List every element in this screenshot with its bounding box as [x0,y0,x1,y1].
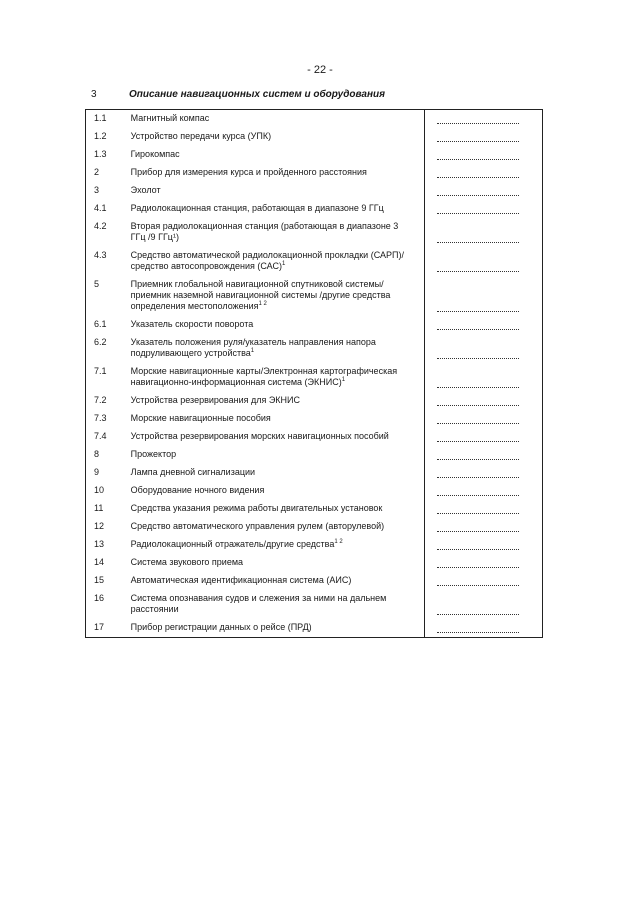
row-description-text: Указатель скорости поворота [130,319,254,329]
row-number: 7.1 [94,366,107,376]
row-value-field [425,464,543,482]
dotted-fill-line [437,451,519,460]
table-row [86,110,543,129]
row-description [127,590,425,619]
dotted-fill-line [437,133,519,142]
row-description-text: Система звукового приема [130,557,244,567]
section-title: Описание навигационных систем и оборудования [129,89,385,100]
row-value-field [425,276,543,316]
table-row [86,164,543,182]
page-number: - 22 - [307,64,333,76]
table-row [86,518,543,536]
row-description-text: Указатель положения руля/указатель направления напора подруливающего устройства [130,337,376,358]
row-number: 6.1 [94,319,107,329]
row-description [127,518,425,536]
row-number: 13 [94,539,105,549]
footnote-marker: 1 [250,348,255,354]
dotted-fill-line [437,169,519,178]
row-description [127,247,425,276]
table-row [86,554,543,572]
row-number: 16 [94,593,105,603]
equipment-table-body [86,110,543,638]
row-description-text: Средства указания режима работы двигательных установок [130,503,383,513]
row-value-field [425,590,543,619]
dotted-fill-line [437,151,519,160]
table-row [86,428,543,446]
row-description [127,482,425,500]
row-number: 7.3 [94,413,107,423]
table-row [86,446,543,464]
dotted-fill-line [437,303,519,312]
row-number: 3 [94,185,100,195]
row-value-field [425,482,543,500]
row-value-field [425,146,543,164]
row-value-field [425,164,543,182]
table-row [86,128,543,146]
row-description-text: Прожектор [130,449,177,459]
equipment-table [85,109,543,638]
table-row [86,363,543,392]
row-number: 6.2 [94,337,107,347]
row-number: 15 [94,575,105,585]
dotted-fill-line [437,379,519,388]
row-value-field [425,554,543,572]
dotted-fill-line [437,469,519,478]
dotted-fill-line [437,115,519,124]
row-description-text: Прибор регистрации данных о рейсе (ПРД) [130,622,312,632]
dotted-fill-line [437,234,519,243]
row-description-text: Система опознавания судов и слежения за ними на дальнем расстоянии [130,593,387,614]
row-number: 14 [94,557,105,567]
table-row [86,218,543,247]
table-row [86,247,543,276]
table-row [86,482,543,500]
row-number: 4.2 [94,221,107,231]
dotted-fill-line [437,523,519,532]
table-row [86,464,543,482]
row-number: 9 [94,467,100,477]
table-row [86,146,543,164]
row-description [127,146,425,164]
row-description-text: Устройство передачи курса (УПК) [130,131,272,141]
row-description [127,410,425,428]
table-row [86,590,543,619]
table-row [86,410,543,428]
row-description-text: Гирокомпас [130,149,180,159]
row-description-text: Морские навигационные карты/Электронная картографическая навигационно-информационная система (ЭКНИС) [130,366,398,387]
table-row [86,500,543,518]
row-description [127,500,425,518]
dotted-fill-line [437,397,519,406]
row-value-field [425,110,543,129]
table-row [86,200,543,218]
footnote-marker: 1 2 [334,539,343,545]
table-row [86,316,543,334]
section-number: 3 [91,89,97,100]
row-value-field [425,363,543,392]
table-row [86,619,543,638]
footnote-marker: 1 [281,261,286,267]
dotted-fill-line [437,487,519,496]
row-value-field [425,200,543,218]
row-description-text: Устройства резервирования для ЭКНИС [130,395,301,405]
dotted-fill-line [437,624,519,633]
row-description-text: Средство автоматического управления рулем (авторулевой) [130,521,385,531]
row-number: 17 [94,622,105,632]
row-description-text: Магнитный компас [130,113,210,123]
row-value-field [425,218,543,247]
dotted-fill-line [437,577,519,586]
row-description-text: Прибор для измерения курса и пройденного расстояния [130,167,367,177]
row-description [127,536,425,554]
row-description-text: Радиолокационный отражатель/другие средства [130,539,335,549]
row-number: 7.4 [94,431,107,441]
row-value-field [425,572,543,590]
row-description [127,164,425,182]
row-value-field [425,536,543,554]
row-number: 7.2 [94,395,107,405]
row-description [127,182,425,200]
row-description-text: Вторая радиолокационная станция (работающая в диапазоне 3 ГГц /9 ГГц¹) [130,221,399,242]
row-description [127,392,425,410]
row-number: 1.3 [94,149,107,159]
row-description-text: Морские навигационные пособия [130,413,271,423]
dotted-fill-line [437,606,519,615]
row-description [127,363,425,392]
row-description [127,110,425,129]
row-value-field [425,518,543,536]
dotted-fill-line [437,559,519,568]
dotted-fill-line [437,415,519,424]
row-number: 11 [94,503,104,513]
table-row [86,536,543,554]
row-description-text: Автоматическая идентификационная система (АИС) [130,575,352,585]
row-number: 4.3 [94,250,107,260]
dotted-fill-line [437,433,519,442]
row-value-field [425,182,543,200]
row-description [127,446,425,464]
row-value-field [425,316,543,334]
row-description [127,464,425,482]
row-description [127,619,425,638]
table-row [86,392,543,410]
row-number: 10 [94,485,105,495]
row-value-field [425,247,543,276]
footnote-marker: 1 [341,377,346,383]
row-number: 8 [94,449,100,459]
row-value-field [425,428,543,446]
dotted-fill-line [437,321,519,330]
row-description-text: Приемник глобальной навигационной спутниковой системы/ приемник наземной навигационной системы /другие средства определения местоположения [130,279,391,311]
row-description [127,554,425,572]
row-description-text: Лампа дневной сигнализации [130,467,256,477]
row-description [127,218,425,247]
row-description [127,428,425,446]
table-row [86,182,543,200]
row-value-field [425,619,543,638]
table-row [86,334,543,363]
row-value-field [425,500,543,518]
row-description [127,128,425,146]
row-description [127,276,425,316]
row-description [127,200,425,218]
footnote-marker: 1 2 [258,301,267,307]
row-value-field [425,128,543,146]
row-number: 2 [94,167,100,177]
row-description-text: Средство автоматической радиолокационной прокладки (САРП)/средство автосопровождения (САС) [130,250,404,271]
dotted-fill-line [437,205,519,214]
dotted-fill-line [437,187,519,196]
row-value-field [425,410,543,428]
row-number: 12 [94,521,105,531]
row-number: 1.2 [94,131,107,141]
row-description-text: Эхолот [130,185,161,195]
dotted-fill-line [437,263,519,272]
row-description [127,334,425,363]
row-description [127,316,425,334]
row-value-field [425,334,543,363]
row-number: 1.1 [94,113,107,123]
row-number: 4.1 [94,203,107,213]
dotted-fill-line [437,350,519,359]
dotted-fill-line [437,541,519,550]
row-description-text: Радиолокационная станция, работающая в диапазоне 9 ГГц [130,203,384,213]
row-description-text: Устройства резервирования морских навигационных пособий [130,431,389,441]
table-row [86,572,543,590]
row-description-text: Оборудование ночного видения [130,485,265,495]
row-value-field [425,446,543,464]
row-description [127,572,425,590]
row-value-field [425,392,543,410]
row-number: 5 [94,279,100,289]
table-row [86,276,543,316]
dotted-fill-line [437,505,519,514]
